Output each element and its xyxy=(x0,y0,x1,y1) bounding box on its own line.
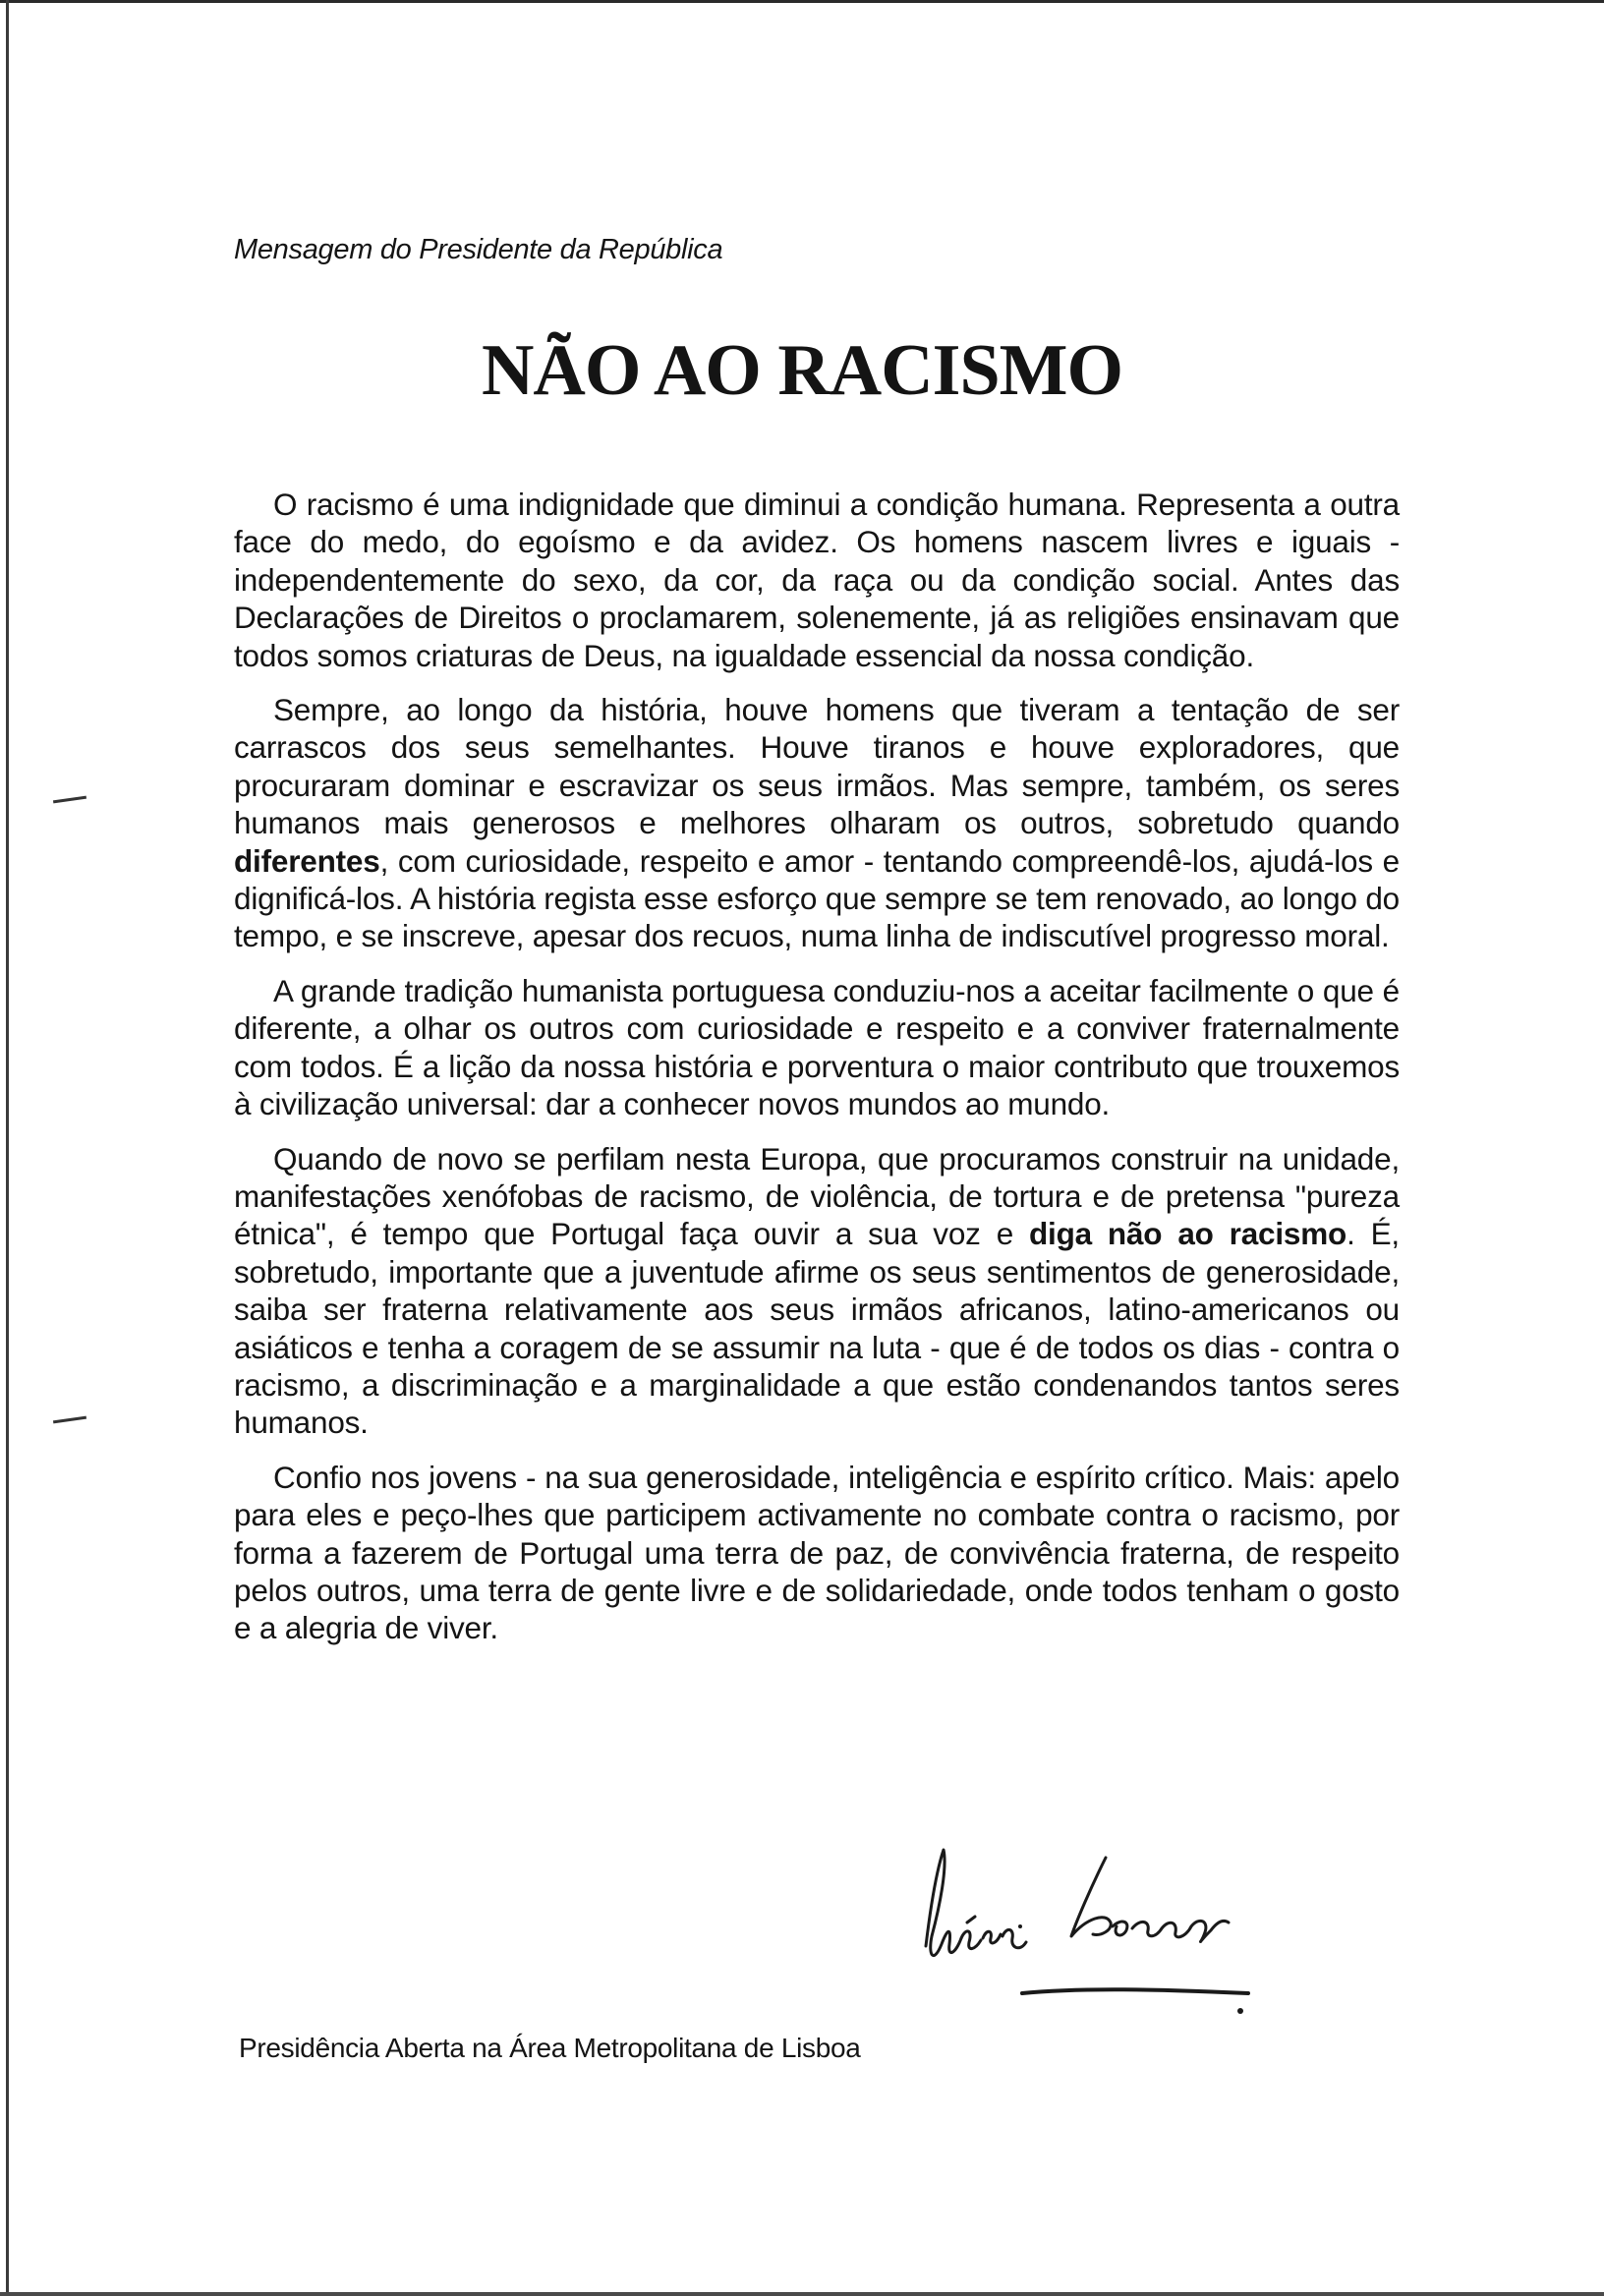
header-line: Mensagem do Presidente da República xyxy=(234,234,723,265)
body-paragraph xyxy=(234,486,1400,674)
paragraph-text: . É, sobretudo, importante que a juventude afirme os seus sentimentos de generosidade, saiba ser fraterna relativamente aos seus irmãos africanos, latino-americanos ou asiáticos e tenha a coragem de se assumir na luta - que é de todos os dias - contra o racismo, a discriminação e a marginalidade a que estão condenandos tantos seres humanos. xyxy=(234,1216,1400,1441)
paragraph-text: Sempre, ao longo da história, houve homens que tiveram a tentação de ser carrascos dos seus semelhantes. Houve tiranos e houve exploradores, que procuraram dominar e escravizar os seus irmãos. Mas sempre, também, os seres humanos mais generosos e melhores olharam os outros, sobretudo quando xyxy=(234,692,1400,841)
margin-mark xyxy=(53,1416,86,1424)
body-paragraph xyxy=(234,1459,1400,1647)
document-title: NÃO AO RACISMO xyxy=(481,330,1123,411)
body-text xyxy=(234,486,1400,1664)
emphasized-text: diga não ao racismo xyxy=(1029,1216,1347,1252)
paragraph-text: Confio nos jovens - na sua generosidade, inteligência e espírito crítico. Mais: apelo para eles e peço-lhes que participem activamente no combate contra o racismo, por forma a fazerem de Portugal uma terra de paz, de convivência fraterna, de respeito pelos outros, uma terra de gente livre e de solidariedade, onde todos tenham o gosto e a alegria de viver. xyxy=(234,1459,1400,1646)
signature xyxy=(904,1828,1297,2025)
margin-mark xyxy=(53,796,86,804)
body-paragraph xyxy=(234,972,1400,1123)
scan-edge-top xyxy=(0,0,1604,8)
body-paragraph xyxy=(234,1140,1400,1442)
body-paragraph xyxy=(234,691,1400,955)
paragraph-text: O racismo é uma indignidade que diminui a condição humana. Representa a outra face do medo, do egoísmo e da avidez. Os homens nascem livres e iguais - independentemente do sexo, da cor, da raça ou da condição social. Antes das Declarações de Direitos o proclamarem, solenemente, já as religiões ensinavam que todos somos criaturas de Deus, na igualdade essencial da nossa condição. xyxy=(234,487,1400,673)
scan-edge-bottom xyxy=(0,2292,1604,2296)
emphasized-text: diferentes xyxy=(234,842,380,879)
paragraph-text: Quando de novo se perfilam nesta Europa, que procuramos construir na unidade, manifestações xenófobas de racismo, de violência, de tortura e de pretensa "pureza étnica", é tempo que Portugal faça ouvir a sua voz e xyxy=(234,1140,1400,1252)
paragraph-text: , com curiosidade, respeito e amor - tentando compreendê-los, ajudá-los e dignificá-los. A história regista esse esforço que sempre se tem renovado, ao longo do tempo, e se inscreve, apesar dos recuos, numa linha de indiscutível progresso moral. xyxy=(234,842,1400,954)
footer-line: Presidência Aberta na Área Metropolitana de Lisboa xyxy=(239,2033,861,2063)
paragraph-text: A grande tradição humanista portuguesa conduziu-nos a aceitar facilmente o que é diferente, a olhar os outros com curiosidade e respeito e a conviver fraternalmente com todos. É a lição da nossa história e porventura o maior contributo que trouxemos à civilização universal: dar a conhecer novos mundos ao mundo. xyxy=(234,972,1400,1122)
